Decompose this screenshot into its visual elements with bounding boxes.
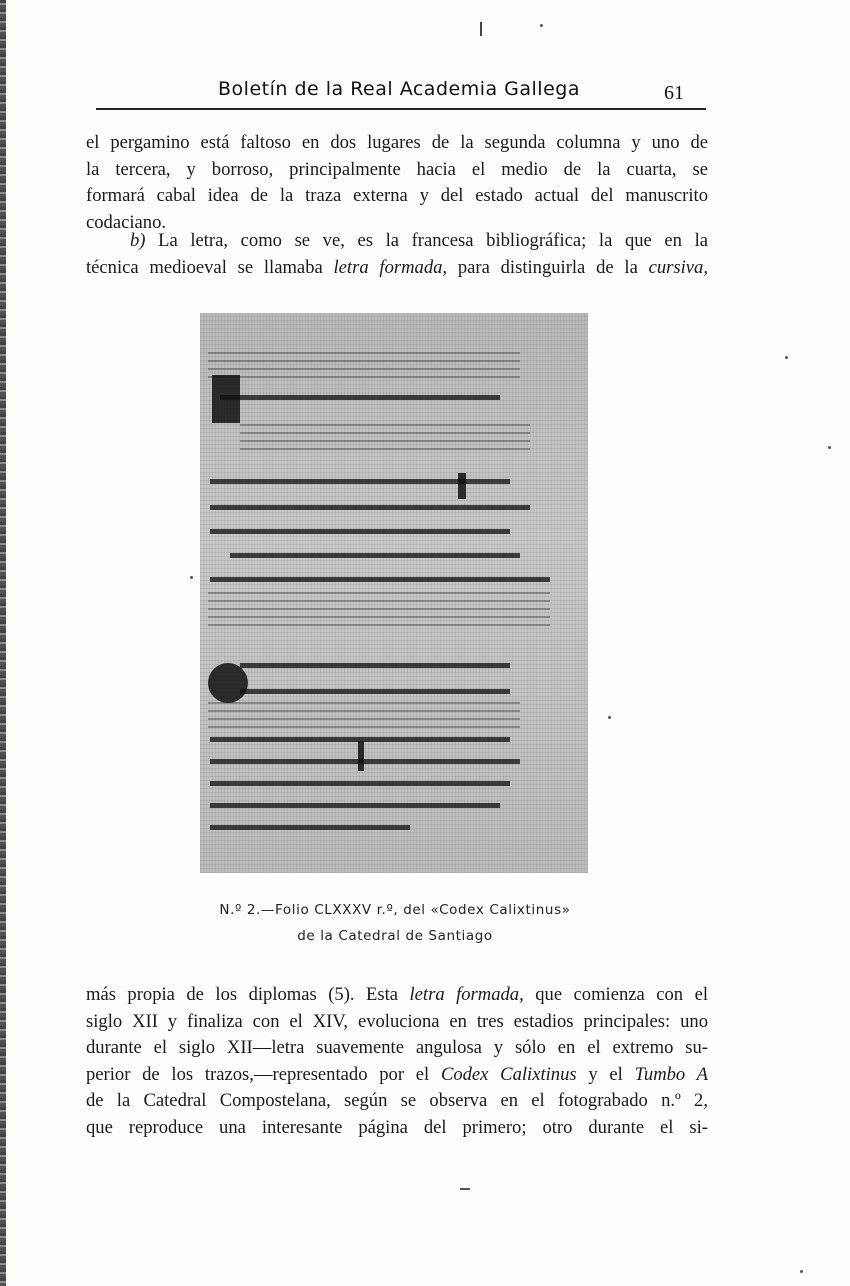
text-line: la tercera, y borroso, principalmente hacia el medio de la cuarta, se [86,158,708,180]
page-edge-shadow [0,0,6,1286]
figure-caption-line-1: N.º 2.—Folio CLXXXV r.º, del «Codex Calixtinus» [219,902,571,918]
print-speck [460,1188,470,1190]
text-span: que comienza con el [523,984,708,1005]
paragraph-2 [86,228,708,281]
text-line: de la Catedral Compostelana, según se observa en el fotograbado n.º 2, [86,1090,708,1111]
page-number: 61 [664,82,684,104]
text-line [86,228,708,255]
print-speck [785,356,788,359]
text-line [86,255,708,282]
text-span: perior de los trazos,—representado por el [86,1063,441,1085]
paragraph-1 [86,130,708,236]
print-speck [480,22,482,36]
list-marker: b) [130,230,146,251]
text-line: siglo XII y finaliza con el XIV, evoluciona en tres estadios principales: uno [86,1010,708,1032]
text-line: durante el siglo XII—letra suavemente angulosa y sólo en el extremo su- [86,1037,708,1058]
running-head [96,74,706,110]
manuscript-illustration [200,313,588,873]
text-span: técnica medioeval se llamaba [86,256,334,278]
text-line: el pergamino está faltoso en dos lugares de la segunda columna y uno de [86,132,708,153]
header-rule [96,108,706,110]
italic-term: letra formada, [333,256,448,278]
italic-term: Codex Calixtinus [440,1063,577,1085]
text-line: formará cabal idea de la traza externa y del estado actual del manuscrito [86,185,708,206]
italic-term: Tumbo A [634,1063,708,1085]
print-speck [190,576,193,579]
text-span: más propia de los diplomas (5). Esta [86,984,410,1005]
print-speck [800,1270,803,1273]
text-line [86,1062,708,1089]
print-speck [828,446,831,449]
print-speck [608,716,611,719]
journal-title: Boletín de la Real Academia Gallega [218,78,580,100]
paragraph-3 [86,982,708,1141]
text-span: para distinguirla de la [447,256,649,278]
text-span: y el [576,1063,635,1085]
text-line [86,982,708,1009]
text-span: La letra, como se ve, es la francesa bibliográfica; la que en la [158,230,709,251]
text-line: codaciano. [86,211,167,233]
italic-term: cursiva, [648,256,708,278]
italic-term: letra formada, [409,984,524,1005]
manuscript-photograph [200,313,588,873]
figure-caption-line-2: de la Catedral de Santiago [297,928,493,944]
text-line: que reproduce una interesante página del primero; otro durante el si- [86,1116,708,1138]
print-speck [540,24,543,27]
